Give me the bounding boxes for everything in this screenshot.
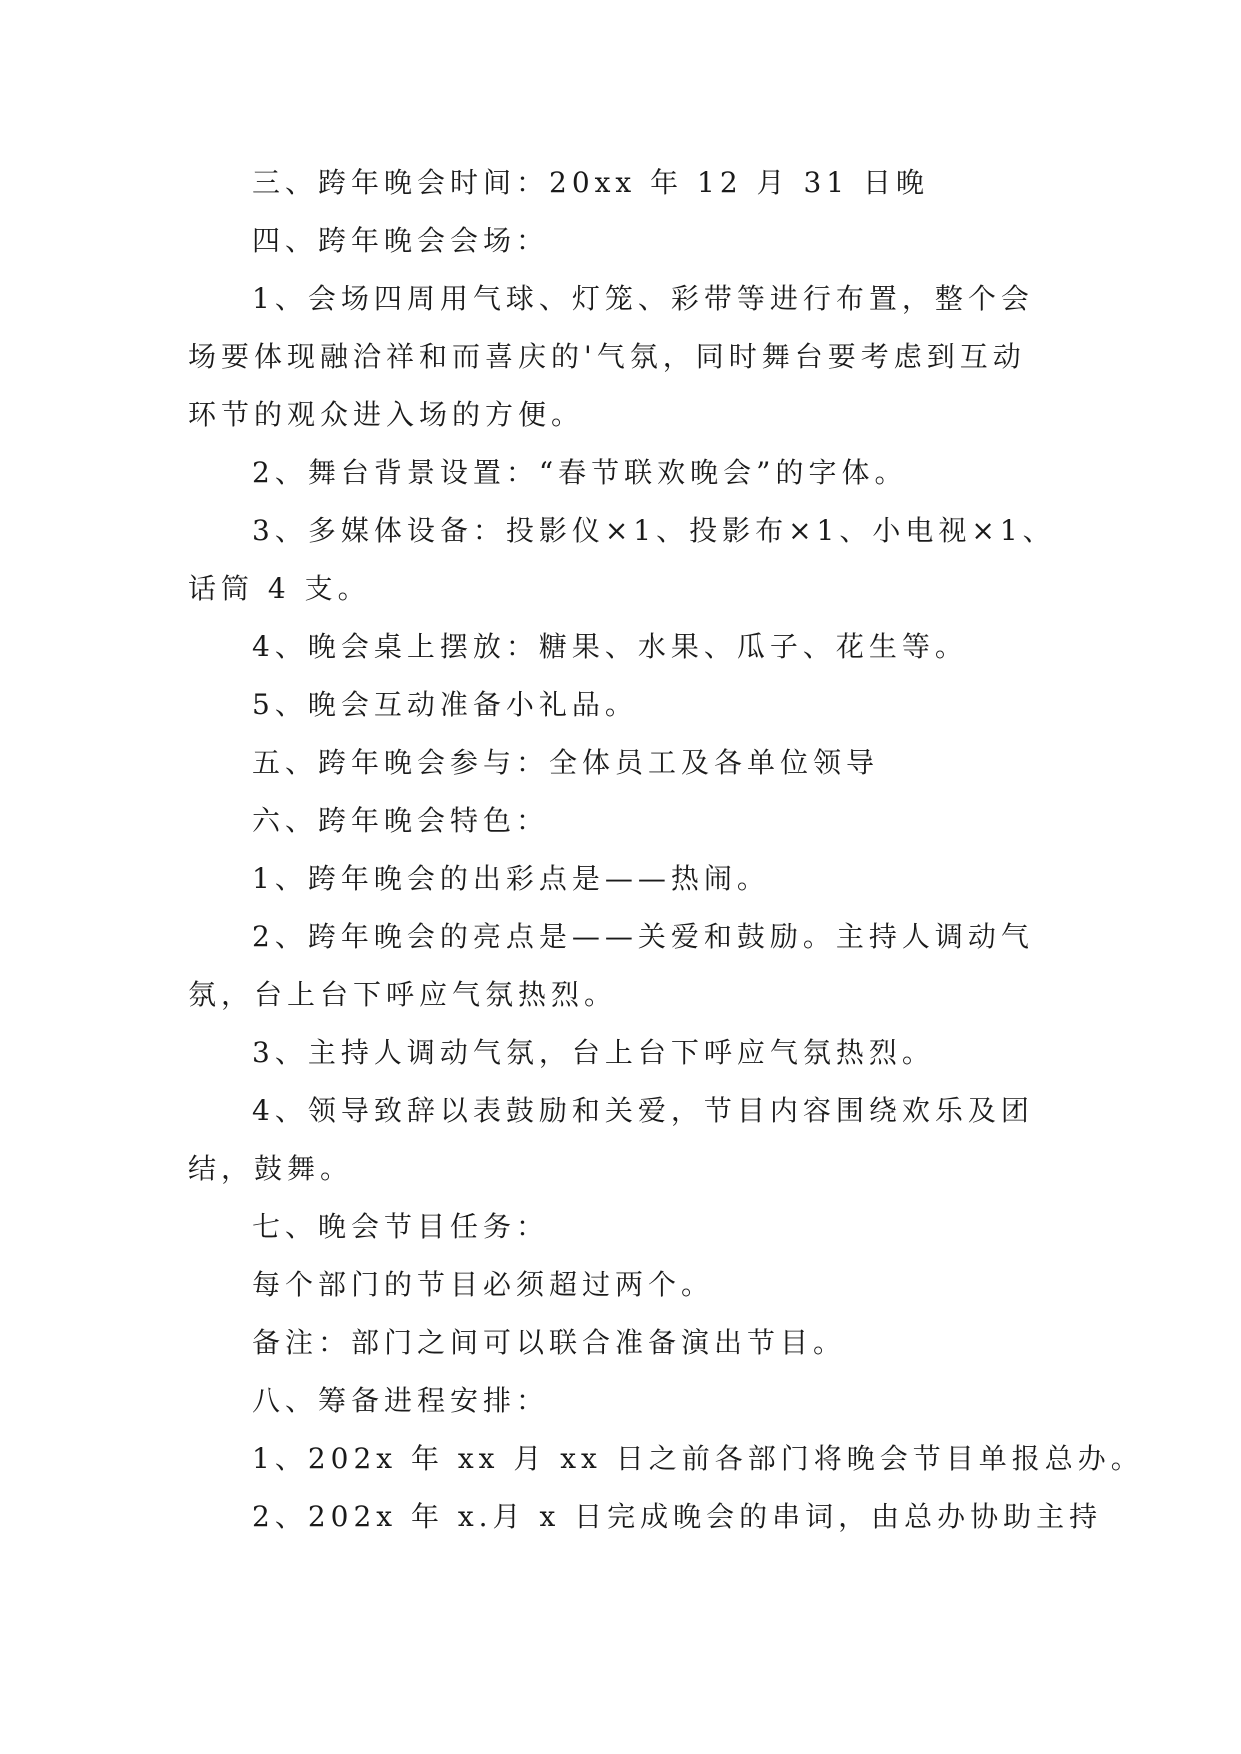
- text-line: 五、跨年晚会参与：全体员工及各单位领导: [252, 746, 880, 779]
- text-line: 四、跨年晚会会场：: [252, 224, 550, 257]
- text-line: 环节的观众进入场的方便。: [188, 398, 585, 431]
- text-line: 3、多媒体设备：投影仪×1、投影布×1、小电视×1、: [252, 514, 1056, 547]
- text-line: 氛，台上台下呼应气氛热烈。: [188, 978, 618, 1011]
- text-line: 三、跨年晚会时间：20xx 年 12 月 31 日晚: [252, 166, 929, 199]
- text-line: 1、跨年晚会的出彩点是——热闹。: [252, 862, 770, 895]
- text-line: 话筒 4 支。: [188, 572, 371, 605]
- text-line: 2、跨年晚会的亮点是——关爱和鼓励。主持人调动气: [252, 920, 1034, 953]
- text-line: 备注：部门之间可以联合准备演出节目。: [252, 1326, 847, 1359]
- text-line: 六、跨年晚会特色：: [252, 804, 550, 837]
- text-line: 结，鼓舞。: [188, 1152, 354, 1185]
- text-line: 每个部门的节目必须超过两个。: [252, 1268, 715, 1301]
- text-line: 1、202x 年 xx 月 xx 日之前各部门将晚会节目单报总办。: [252, 1442, 1144, 1475]
- text-line: 八、筹备进程安排：: [252, 1384, 550, 1417]
- text-line: 3、主持人调动气氛，台上台下呼应气氛热烈。: [252, 1036, 935, 1069]
- text-line: 2、202x 年 x.月 x 日完成晚会的串词，由总办协助主持: [252, 1500, 1103, 1533]
- text-line: 5、晚会互动准备小礼品。: [252, 688, 638, 721]
- text-line: 1、会场四周用气球、灯笼、彩带等进行布置，整个会: [252, 282, 1034, 315]
- text-line: 4、领导致辞以表鼓励和关爱，节目内容围绕欢乐及团: [252, 1094, 1034, 1127]
- text-line: 七、晚会节目任务：: [252, 1210, 550, 1243]
- text-line: 2、舞台背景设置：“春节联欢晚会”的字体。: [252, 456, 908, 489]
- text-line: 4、晚会桌上摆放：糖果、水果、瓜子、花生等。: [252, 630, 968, 663]
- text-line: 场要体现融洽祥和而喜庆的'气氛，同时舞台要考虑到互动: [188, 340, 1026, 373]
